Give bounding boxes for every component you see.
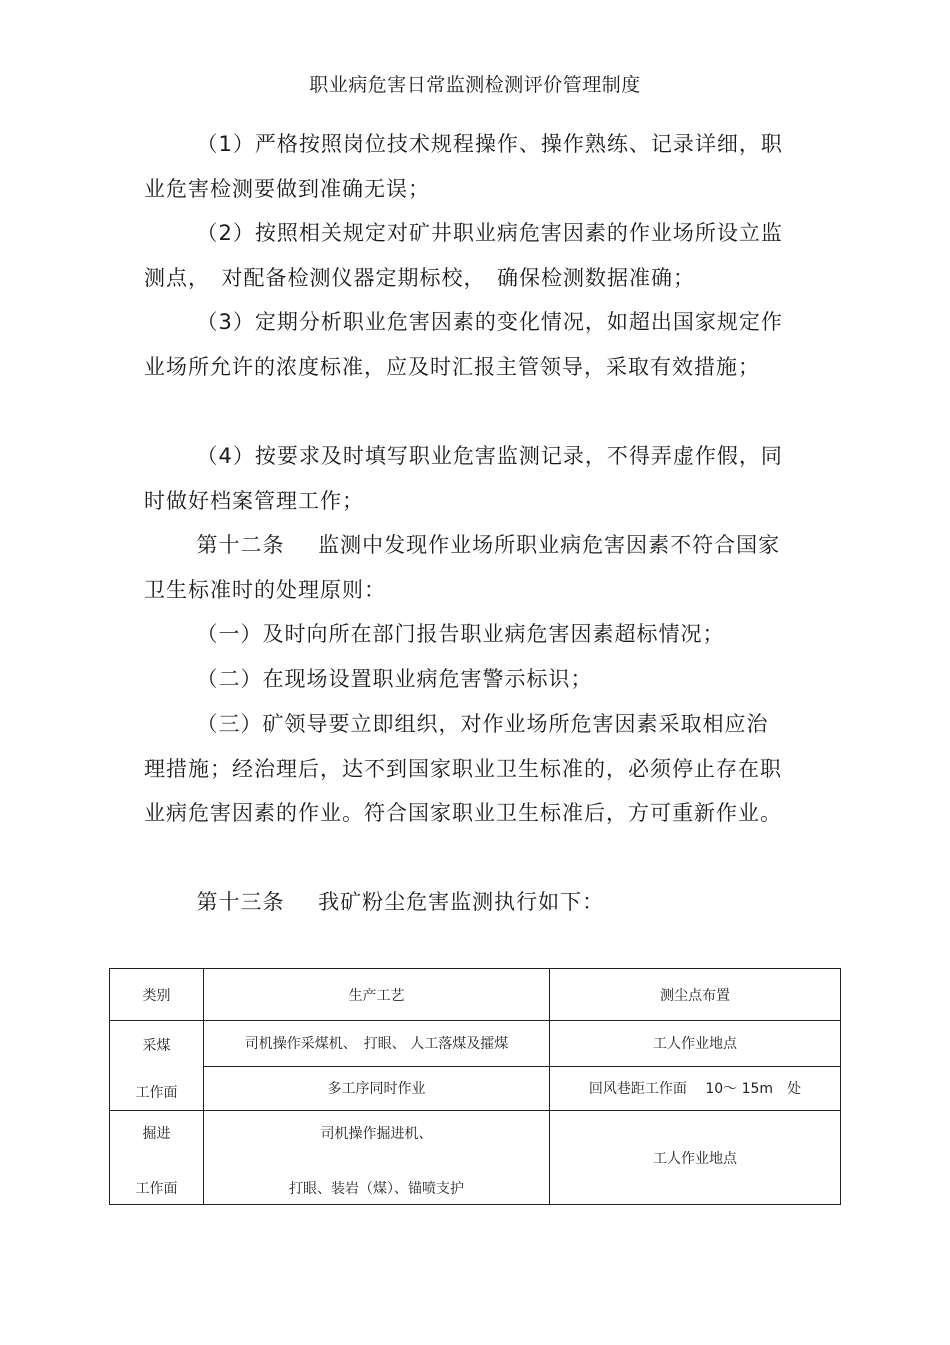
category-heading-face-line2: 工作面 [135, 1181, 178, 1197]
process-cell: 司机操作采煤机、 打眼、 人工落煤及攉煤 [204, 1021, 550, 1067]
table-row [110, 1066, 841, 1111]
dust-point-cell: 工人作业地点 [550, 1111, 841, 1205]
paragraph-2: （2）按照相关规定对矿井职业病危害因素的作业场所设立监测点， 对配备检测仪器定期标校， 确保检测数据准确； [144, 221, 783, 290]
process-cell: 多工序同时作业 [204, 1066, 550, 1111]
category-heading-face [110, 1111, 204, 1205]
header-process: 生产工艺 [204, 969, 550, 1021]
paragraph-4: （4）按要求及时填写职业危害监测记录，不得弄虚作假，同时做好档案管理工作； [144, 444, 783, 513]
process-heading-line2: 打眼、装岩（煤）、锚喷支护 [289, 1181, 464, 1197]
category-coal-face-line2: 工作面 [135, 1085, 178, 1101]
article-12-text: 监测中发现作业场所职业病危害因素不符合国家卫生标准时的处理原则： [144, 533, 781, 602]
page-title: 职业病危害日常监测检测评价管理制度 [309, 74, 641, 96]
article-12-number: 第十二条 [196, 533, 285, 557]
article-13-number: 第十三条 [196, 890, 285, 914]
article-13 [144, 880, 784, 925]
process-heading-line1: 司机操作掘进机、 [320, 1126, 433, 1142]
category-coal-face-line1: 采煤 [142, 1038, 171, 1054]
paragraph-1: （1）严格按照岗位技术规程操作、操作熟练、记录详细，职业危害检测要做到准确无误； [144, 132, 783, 201]
article-12-item-1: （一）及时向所在部门报告职业病危害因素超标情况； [196, 622, 725, 646]
category-heading-face-line1: 掘进 [142, 1126, 171, 1142]
dust-point-cell: 回风巷距工作面 10～ 15m 处 [550, 1066, 841, 1111]
category-coal-face [110, 1021, 204, 1111]
header-category: 类别 [110, 969, 204, 1021]
dust-point-cell: 工人作业地点 [550, 1021, 841, 1067]
paragraph-3: （3）定期分析职业危害因素的变化情况，如超出国家规定作业场所允许的浓度标准，应及时汇报主管领导，采取有效措施； [144, 310, 783, 379]
dust-monitoring-table [109, 968, 841, 1205]
article-13-text: 我矿粉尘危害监测执行如下： [318, 890, 605, 914]
article-12-item-3: （三）矿领导要立即组织，对作业场所危害因素采取相应治理措施；经治理后，达不到国家职业卫生标准的，必须停止存在职业病危害因素的作业。符合国家职业卫生标准后，方可重新作业。 [144, 712, 782, 825]
header-dust-point: 测尘点布置 [550, 969, 841, 1021]
process-cell [204, 1111, 550, 1205]
table-row [110, 1021, 841, 1067]
table-row [110, 1111, 841, 1205]
article-12 [144, 523, 784, 612]
table-header-row [110, 969, 841, 1021]
article-12-item-2: （二）在现场设置职业病危害警示标识； [196, 667, 593, 691]
